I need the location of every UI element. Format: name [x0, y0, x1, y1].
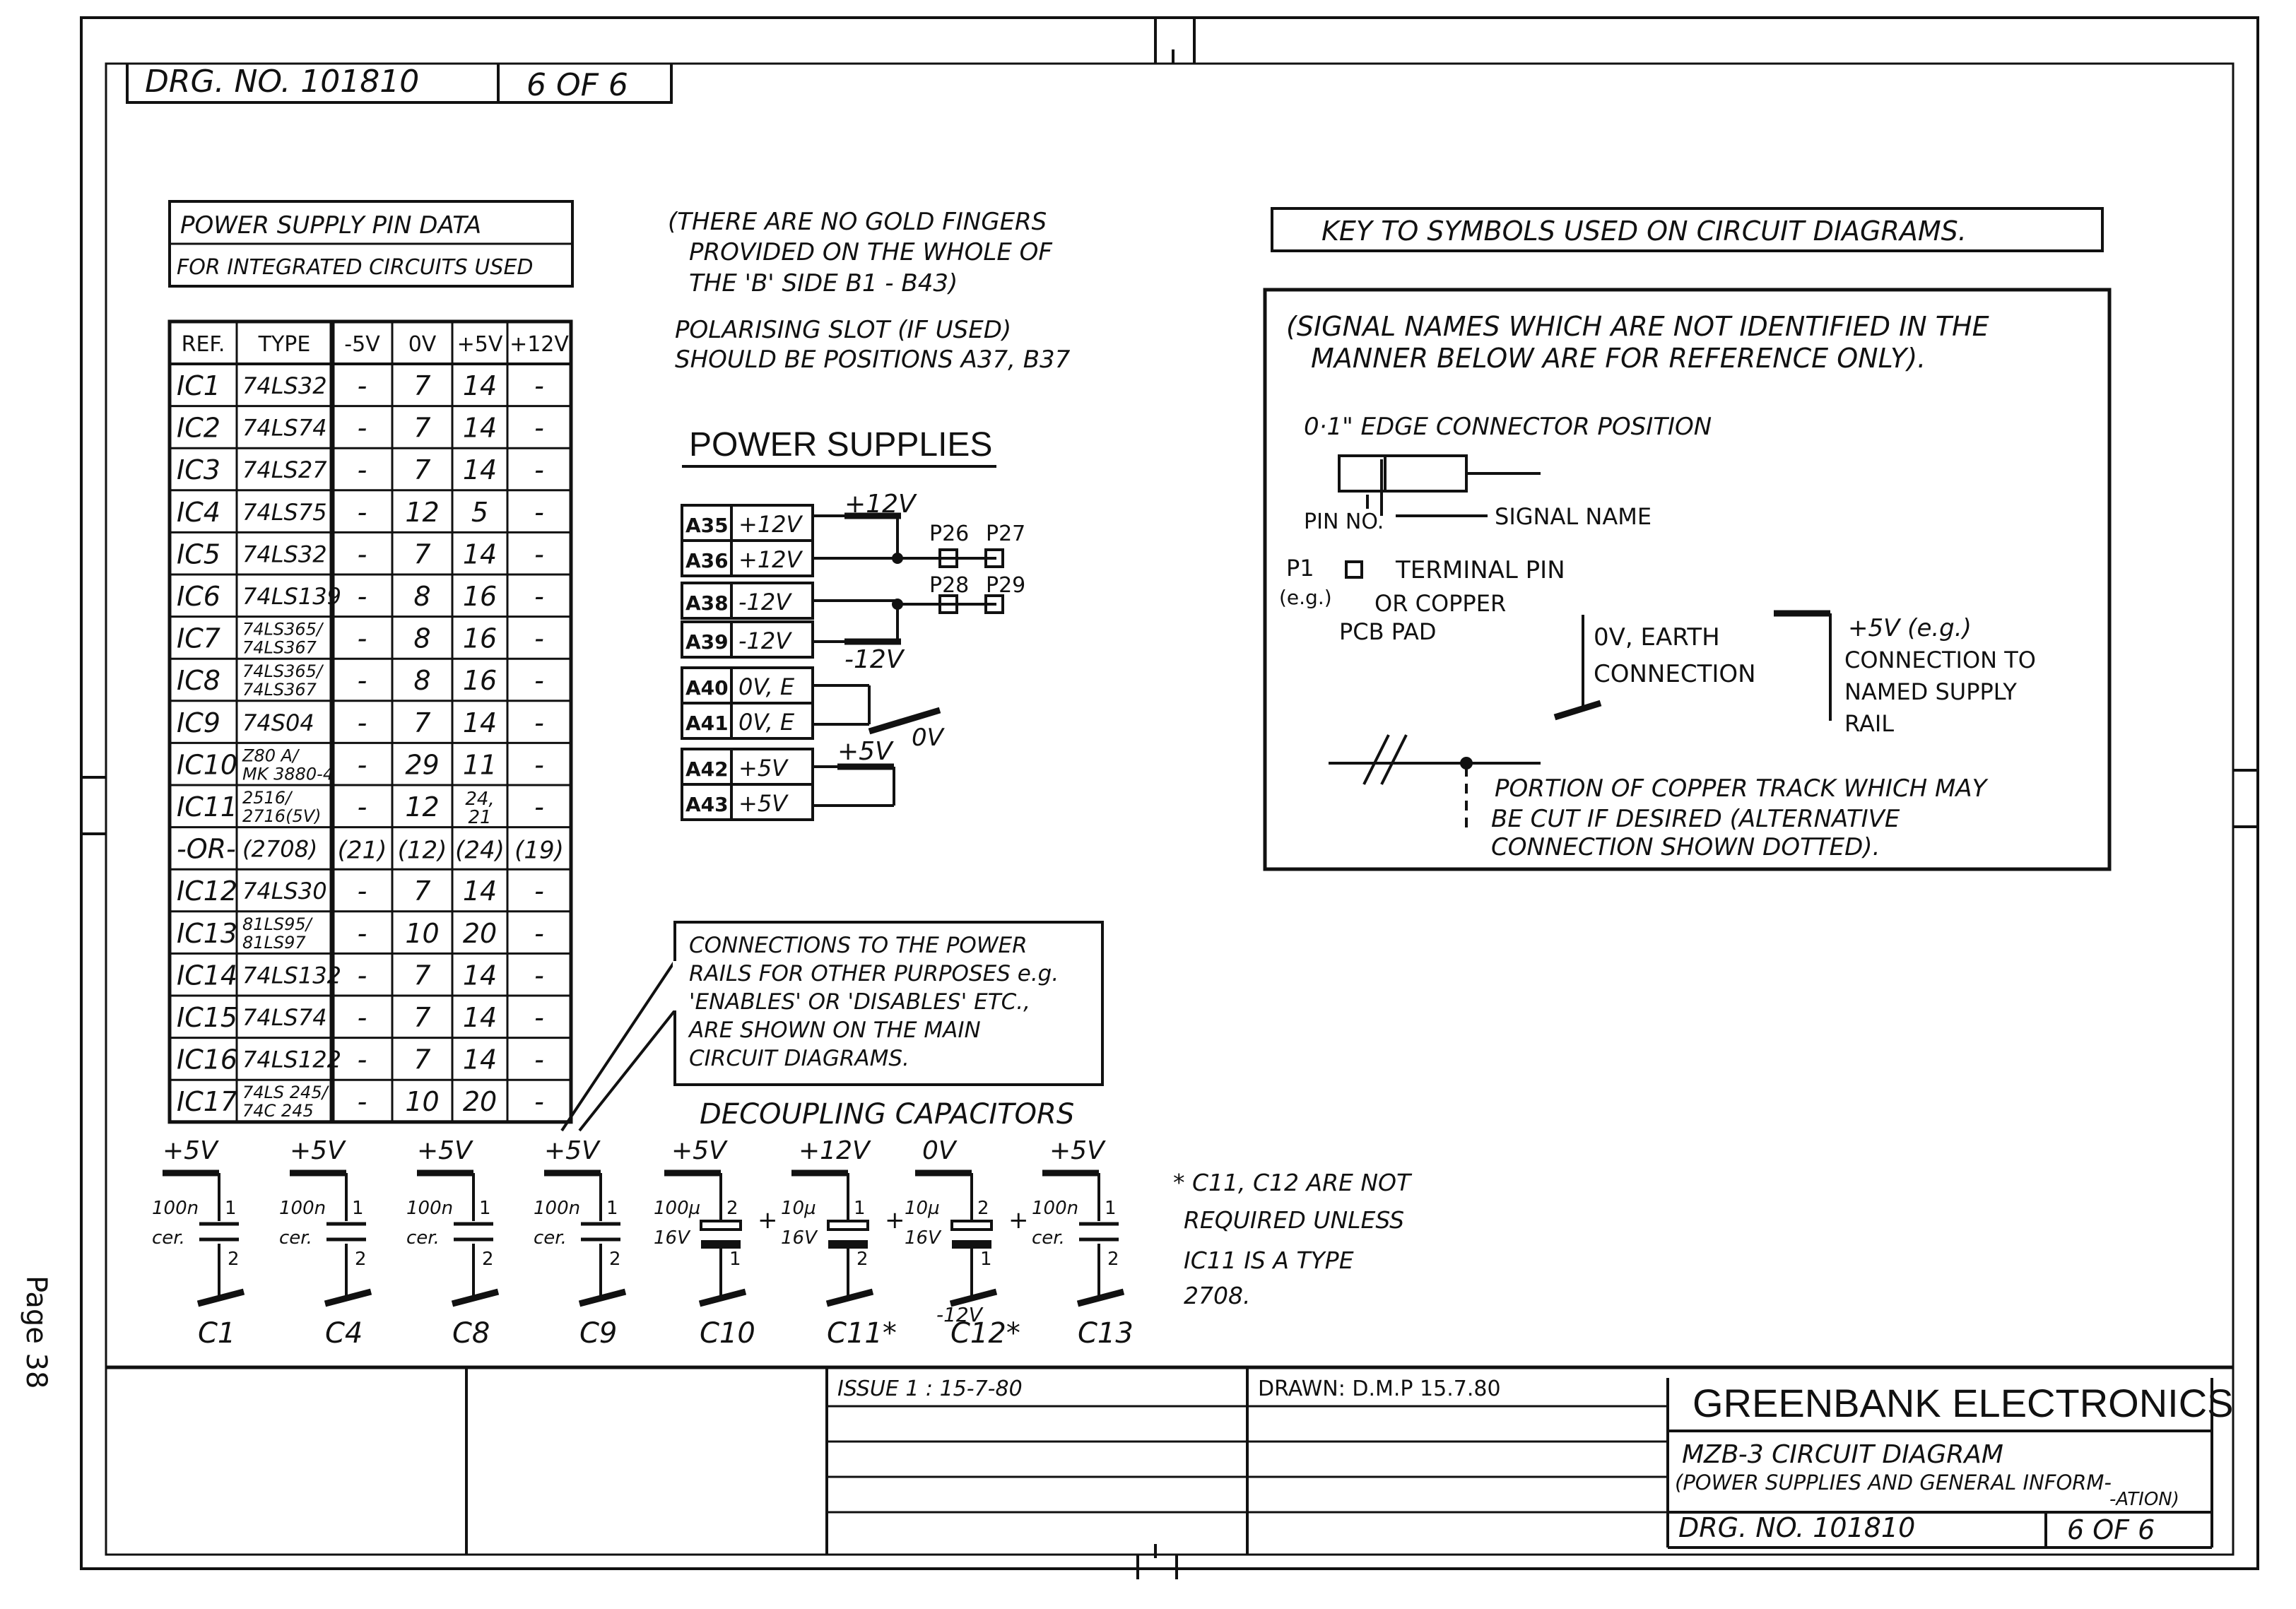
- capacitor-c13: [1032, 1136, 1134, 1350]
- table-cell-value: 7: [413, 960, 431, 991]
- cap-name: C11*: [827, 1317, 897, 1350]
- cap-value: 10µ: [781, 1198, 816, 1219]
- cap-pin-label: 1: [352, 1198, 364, 1219]
- table-cell-value: (19): [514, 836, 564, 865]
- table-cell-value: -: [534, 749, 544, 781]
- drawing-title: MZB-3 CIRCUIT DIAGRAM: [1682, 1440, 2003, 1469]
- pin-data-title-line1: POWER SUPPLY PIN DATA: [180, 211, 482, 240]
- cap-pin-label: 2: [609, 1249, 621, 1270]
- table-cell-value: -: [357, 496, 367, 528]
- table-cell-value: 14: [462, 538, 498, 570]
- cut-track-junction: [1460, 757, 1473, 770]
- table-cell-value: 14: [462, 412, 498, 444]
- cap-pin-label: 2: [355, 1249, 367, 1270]
- table-header-cell: TYPE: [258, 332, 311, 357]
- table-cell-value: 5: [471, 496, 489, 528]
- key-pin-no: PIN NO.: [1304, 509, 1384, 534]
- polarity-plus-icon: +: [1008, 1206, 1029, 1234]
- header-sheet: 6 OF 6: [526, 67, 628, 103]
- table-cell-type: 74LS75: [242, 498, 327, 526]
- gold-fingers-note: [668, 208, 1071, 374]
- table-cell-type: 74LS365/ 74LS367: [242, 619, 323, 658]
- table-cell-ref: IC16: [177, 1044, 238, 1075]
- table-cell-value: 10: [405, 917, 440, 949]
- key-track-line2: BE CUT IF DESIRED (ALTERNATIVE: [1491, 805, 1900, 833]
- cap-pin-label: 1: [1105, 1198, 1117, 1219]
- connections-line4: ARE SHOWN ON THE MAIN: [689, 1018, 981, 1043]
- cap-name: C1: [198, 1317, 236, 1350]
- key-earth-line1: 0V, EARTH: [1594, 623, 1720, 652]
- table-cell-value: 11: [462, 749, 498, 781]
- cap-plate-positive: [828, 1221, 868, 1230]
- issue-text: ISSUE 1 : 15-7-80: [837, 1377, 1023, 1401]
- cap-kind: 16V: [654, 1227, 690, 1249]
- table-cell-value: -: [534, 581, 544, 612]
- table-cell-value: -: [357, 1044, 367, 1075]
- header-box: [127, 64, 671, 103]
- cap-pin-label: 1: [606, 1198, 618, 1219]
- table-cell-type: 74LS27: [242, 456, 327, 484]
- table-cell-value: -: [357, 791, 367, 823]
- pin-signal: +5V: [738, 755, 788, 782]
- table-cell-value: -: [357, 370, 367, 401]
- cap-pin-label: 2: [482, 1249, 494, 1270]
- pin-data-title-line2: FOR INTEGRATED CIRCUITS USED: [177, 255, 534, 280]
- table-cell-type: 74LS365/ 74LS367: [242, 661, 323, 700]
- cap-pin-label: 2: [1107, 1249, 1119, 1270]
- pin-number: A35: [685, 514, 729, 537]
- ground-bar: [827, 1292, 873, 1304]
- table-cell-value: -: [357, 1002, 367, 1033]
- table-cell-ref: -OR-: [177, 833, 236, 865]
- table-cell-type: Z80 A/ MK 3880-4: [242, 745, 334, 784]
- key-track-line1: PORTION OF COPPER TRACK WHICH MAY: [1495, 774, 1987, 803]
- table-cell-value: 7: [413, 1002, 431, 1033]
- polarity-plus-icon: +: [758, 1206, 778, 1234]
- title-sheet: 6 OF 6: [2067, 1514, 2155, 1545]
- table-cell-ref: IC11: [177, 791, 238, 823]
- table-cell-type: 74LS74: [242, 414, 327, 442]
- table-cell-ref: IC13: [177, 917, 238, 949]
- key-block: [1265, 208, 2109, 869]
- table-cell-type: 81LS95/ 81LS97: [242, 914, 312, 953]
- drawn-text: DRAWN: D.M.P 15.7.80: [1258, 1377, 1501, 1401]
- table-cell-value: -: [357, 454, 367, 486]
- table-cell-type: 2516/ 2716(5V): [242, 788, 322, 826]
- table-cell-value: 20: [462, 917, 498, 949]
- pin-number: A38: [685, 591, 729, 615]
- capacitor-c4: [279, 1136, 371, 1350]
- pin-signal: +5V: [738, 790, 788, 817]
- cap-value: 100n: [152, 1198, 199, 1219]
- table-cell-ref: IC1: [177, 370, 220, 401]
- pin-number: A36: [685, 549, 729, 572]
- cap-kind: cer.: [1032, 1227, 1065, 1249]
- cap-value: 100n: [279, 1198, 326, 1219]
- pin-signal: -12V: [738, 589, 791, 615]
- table-cell-value: 10: [405, 1086, 440, 1118]
- cap-note: [1173, 1169, 1413, 1309]
- cap-kind: cer.: [534, 1227, 567, 1249]
- ground-bar: [452, 1292, 498, 1304]
- cap-pin-label: 2: [726, 1198, 738, 1219]
- cap-rail-label: +5V: [163, 1136, 218, 1165]
- polarity-plus-icon: +: [885, 1206, 905, 1234]
- pin-data-table: [170, 322, 571, 1122]
- pin-signal: +12V: [738, 511, 802, 538]
- gold-note-line1: (THERE ARE NO GOLD FINGERS: [668, 208, 1047, 236]
- cap-pin-label: 2: [977, 1198, 989, 1219]
- table-cell-value: -: [534, 538, 544, 570]
- table-cell-value: -: [534, 876, 544, 907]
- key-terminal-line3: PCB PAD: [1339, 618, 1437, 645]
- rail-label-plus12: +12V: [844, 490, 916, 519]
- cap-value: 100n: [534, 1198, 581, 1219]
- table-cell-value: -: [357, 623, 367, 654]
- cap-pin-label: 1: [225, 1198, 237, 1219]
- pin-signal: 0V, E: [738, 709, 795, 736]
- cap-name: C9: [579, 1317, 618, 1350]
- table-header-cell: +5V: [457, 332, 503, 357]
- connections-line1: CONNECTIONS TO THE POWER: [689, 933, 1028, 958]
- polarising-note-line1: POLARISING SLOT (IF USED): [675, 316, 1012, 344]
- table-cell-value: 14: [462, 370, 498, 401]
- cap-value: 100n: [1032, 1198, 1079, 1219]
- key-p1: P1: [1286, 555, 1314, 582]
- table-cell-value: 14: [462, 876, 498, 907]
- table-cell-value: -: [357, 581, 367, 612]
- supply-rail-symbol: [1774, 613, 1830, 721]
- table-header-cell: -5V: [344, 332, 380, 357]
- gold-note-line2: PROVIDED ON THE WHOLE OF: [689, 238, 1052, 266]
- junction-dot: [892, 599, 903, 610]
- cap-pin-label: 2: [856, 1249, 869, 1270]
- table-cell-value: -: [534, 1002, 544, 1033]
- ground-bar: [579, 1292, 625, 1304]
- table-cell-value: -: [357, 876, 367, 907]
- table-cell-value: 20: [462, 1086, 498, 1118]
- cap-name: C4: [325, 1317, 363, 1350]
- table-cell-ref: IC5: [177, 538, 220, 570]
- table-cell-value: -: [357, 960, 367, 991]
- cap-name: C12*: [950, 1317, 1020, 1350]
- cap-rail-label: +5V: [544, 1136, 599, 1165]
- table-cell-value: 7: [413, 370, 431, 401]
- table-header-cell: 0V: [408, 332, 437, 357]
- table-cell-value: -: [534, 707, 544, 738]
- capacitor-c11: [781, 1136, 905, 1350]
- cap-kind: 16V: [905, 1227, 941, 1249]
- pin-signal: -12V: [738, 627, 791, 654]
- table-cell-ref: IC4: [177, 496, 220, 528]
- cap-name: C8: [452, 1317, 490, 1350]
- table-header-cell: +12V: [510, 332, 569, 357]
- table-cell-value: -: [534, 623, 544, 654]
- ground-bar: [325, 1292, 371, 1304]
- table-cell-value: 16: [462, 581, 498, 612]
- pin-number: A43: [685, 793, 729, 816]
- table-cell-value: 12: [405, 791, 440, 823]
- table-cell-value: 8: [413, 623, 431, 654]
- pin-signal: 0V, E: [738, 673, 795, 700]
- table-cell-type: 74S04: [242, 709, 314, 736]
- cap-note-line3: IC11 IS A TYPE: [1184, 1246, 1354, 1274]
- table-cell-ref: IC14: [177, 960, 238, 991]
- capacitor-c10: [654, 1136, 778, 1350]
- terminal-pin-symbol: [1346, 562, 1362, 577]
- table-cell-value: -: [534, 960, 544, 991]
- table-cell-ref: IC15: [177, 1002, 238, 1033]
- pin-number: A40: [685, 676, 729, 700]
- cap-pin-label: 1: [980, 1249, 992, 1270]
- table-cell-ref: IC6: [177, 581, 220, 612]
- table-cell-value: 8: [413, 581, 431, 612]
- header-drg-no: DRG. NO. 101810: [145, 64, 420, 100]
- test-point-p26: P26: [929, 521, 970, 546]
- table-cell-value: 14: [462, 1044, 498, 1075]
- cap-note-line1: * C11, C12 ARE NOT: [1173, 1169, 1411, 1196]
- cap-bottom-rail: -12V: [936, 1303, 982, 1326]
- table-cell-value: -: [357, 917, 367, 949]
- table-cell-value: -: [534, 1044, 544, 1075]
- ground-bar: [950, 1292, 996, 1304]
- ground-bar: [1078, 1292, 1124, 1304]
- table-cell-ref: IC8: [177, 665, 220, 697]
- power-supplies-title: POWER SUPPLIES: [689, 426, 993, 464]
- test-point-p27: P27: [986, 521, 1026, 546]
- key-signal-name: SIGNAL NAME: [1495, 503, 1652, 530]
- cap-kind: cer.: [406, 1227, 440, 1249]
- cap-rail-label: +5V: [417, 1136, 472, 1165]
- capacitor-c8: [406, 1136, 498, 1350]
- key-intro-line2: MANNER BELOW ARE FOR REFERENCE ONLY).: [1311, 343, 1926, 374]
- table-cell-type: 74LS 245/ 74C 245: [242, 1083, 328, 1121]
- decoupling-title: DECOUPLING CAPACITORS: [700, 1098, 1075, 1131]
- table-cell-ref: IC9: [177, 707, 220, 738]
- drawing-subtitle-cont: -ATION): [2109, 1489, 2179, 1510]
- table-cell-value: -: [357, 538, 367, 570]
- table-cell-type: 74LS32: [242, 372, 327, 399]
- table-cell-value: 7: [413, 538, 431, 570]
- table-cell-value: -: [534, 791, 544, 823]
- connections-line5: CIRCUIT DIAGRAMS.: [689, 1046, 909, 1071]
- rail-label-minus12: -12V: [844, 645, 904, 674]
- table-cell-value: -: [534, 917, 544, 949]
- table-cell-value: -: [357, 749, 367, 781]
- table-cell-value: 14: [462, 454, 498, 486]
- capacitor-c12: [905, 1136, 1029, 1350]
- cap-value: 100µ: [654, 1198, 701, 1219]
- key-terminal-line2: OR COPPER: [1374, 590, 1507, 617]
- key-intro-line1: (SIGNAL NAMES WHICH ARE NOT IDENTIFIED IN THE: [1286, 311, 1989, 342]
- decoupling-capacitors: [152, 1136, 1134, 1350]
- table-cell-value: -: [534, 454, 544, 486]
- gold-note-line3: THE 'B' SIDE B1 - B43): [689, 269, 958, 297]
- key-supply-line3: NAMED SUPPLY: [1844, 678, 2017, 705]
- junction-dot: [892, 553, 903, 564]
- table-cell-ref: IC2: [177, 412, 220, 444]
- cap-plate-positive: [952, 1221, 991, 1230]
- table-cell-value: 7: [413, 707, 431, 738]
- test-point-p29: P29: [986, 573, 1026, 598]
- connections-line2: RAILS FOR OTHER PURPOSES e.g.: [689, 961, 1059, 986]
- capacitor-c9: [534, 1136, 625, 1350]
- table-header-cell: REF.: [181, 332, 225, 357]
- cap-rail-label: +5V: [671, 1136, 726, 1165]
- table-cell-type: (2708): [242, 835, 318, 863]
- table-cell-ref: IC12: [177, 876, 238, 907]
- table-cell-value: -: [357, 412, 367, 444]
- cap-kind: cer.: [152, 1227, 185, 1249]
- cap-pin-label: 1: [854, 1198, 866, 1219]
- company-name: GREENBANK ELECTRONICS: [1692, 1381, 2234, 1425]
- table-cell-value: 8: [413, 665, 431, 697]
- table-cell-value: 16: [462, 623, 498, 654]
- table-cell-value: 7: [413, 1044, 431, 1075]
- table-cell-ref: IC17: [177, 1086, 238, 1118]
- table-cell-ref: IC10: [177, 749, 238, 781]
- key-earth-line2: CONNECTION: [1594, 660, 1756, 688]
- ground-bar: [198, 1292, 244, 1304]
- key-supply-line2: CONNECTION TO: [1844, 647, 2036, 673]
- connections-line3: 'ENABLES' OR 'DISABLES' ETC.,: [689, 989, 1030, 1015]
- table-cell-ref: IC3: [177, 454, 220, 486]
- table-cell-value: (21): [337, 836, 387, 865]
- table-cell-value: 12: [405, 496, 440, 528]
- cap-value: 100n: [406, 1198, 454, 1219]
- ground-bar: [700, 1292, 746, 1304]
- cap-pin-label: 1: [479, 1198, 491, 1219]
- table-cell-type: 74LS139: [242, 583, 341, 610]
- table-cell-value: 16: [462, 665, 498, 697]
- polarising-note-line2: SHOULD BE POSITIONS A37, B37: [675, 346, 1071, 374]
- drawing-subtitle: (POWER SUPPLIES AND GENERAL INFORM-: [1675, 1471, 2112, 1495]
- table-cell-value: 7: [413, 412, 431, 444]
- pin-data-title-box: [170, 201, 572, 286]
- cap-value: 10µ: [905, 1198, 940, 1219]
- power-pin-list: [682, 505, 813, 820]
- cap-pin-label: 2: [228, 1249, 240, 1270]
- pin-signal: +12V: [738, 546, 802, 573]
- table-cell-value: 24, 21: [465, 789, 495, 828]
- cap-pin-label: 1: [729, 1249, 741, 1270]
- table-cell-value: -: [357, 1086, 367, 1118]
- cap-rail-label: 0V: [922, 1136, 956, 1165]
- key-title: KEY TO SYMBOLS USED ON CIRCUIT DIAGRAMS.: [1321, 216, 1967, 247]
- table-cell-value: (12): [397, 836, 447, 865]
- table-cell-value: -: [357, 665, 367, 697]
- table-cell-value: -: [534, 496, 544, 528]
- table-cell-value: (24): [455, 836, 505, 865]
- capacitor-c1: [152, 1136, 244, 1350]
- rail-label-0v: 0V: [912, 724, 943, 752]
- page-label: Page 38: [20, 1275, 52, 1389]
- table-cell-value: 14: [462, 707, 498, 738]
- cap-rail-label: +12V: [799, 1136, 870, 1165]
- cap-rail-label: +5V: [1049, 1136, 1105, 1165]
- pin-number: A42: [685, 758, 729, 781]
- table-cell-value: 14: [462, 1002, 498, 1033]
- cap-kind: cer.: [279, 1227, 312, 1249]
- test-point-p28: P28: [929, 573, 970, 598]
- pin-number: A41: [685, 712, 729, 735]
- key-edge-connector-label: 0·1" EDGE CONNECTOR POSITION: [1304, 413, 1712, 441]
- table-cell-value: -: [534, 665, 544, 697]
- cap-note-line4: 2708.: [1184, 1282, 1251, 1309]
- cap-plate-positive: [701, 1221, 741, 1230]
- title-drg-no: DRG. NO. 101810: [1678, 1512, 1916, 1543]
- table-cell-value: -: [534, 412, 544, 444]
- cap-name: C10: [700, 1317, 755, 1350]
- table-cell-value: -: [534, 1086, 544, 1118]
- key-track-line3: CONNECTION SHOWN DOTTED).: [1491, 833, 1880, 861]
- table-cell-type: 74LS32: [242, 541, 327, 568]
- table-cell-value: 7: [413, 454, 431, 486]
- cap-name: C13: [1078, 1317, 1134, 1350]
- table-cell-type: 74LS132: [242, 962, 341, 989]
- table-cell-type: 74LS74: [242, 1004, 327, 1031]
- cap-note-line2: REQUIRED UNLESS: [1184, 1206, 1405, 1234]
- table-cell-value: -: [534, 370, 544, 401]
- key-terminal-line1: TERMINAL PIN: [1396, 556, 1565, 584]
- table-cell-value: 29: [405, 749, 440, 781]
- cap-rail-label: +5V: [290, 1136, 345, 1165]
- pin-number: A39: [685, 630, 729, 654]
- table-cell-value: 7: [413, 876, 431, 907]
- key-eg: (e.g.): [1279, 586, 1332, 609]
- table-cell-ref: IC7: [177, 623, 220, 654]
- cap-kind: 16V: [781, 1227, 817, 1249]
- power-supplies-block: [682, 426, 1025, 820]
- key-supply-line4: RAIL: [1844, 710, 1895, 737]
- table-cell-value: -: [357, 707, 367, 738]
- rail-label-plus5: +5V: [837, 737, 893, 766]
- table-cell-type: 74LS30: [242, 878, 327, 905]
- key-supply-line1: +5V (e.g.): [1848, 614, 1972, 642]
- table-cell-type: 74LS122: [242, 1046, 341, 1073]
- table-cell-value: 14: [462, 960, 498, 991]
